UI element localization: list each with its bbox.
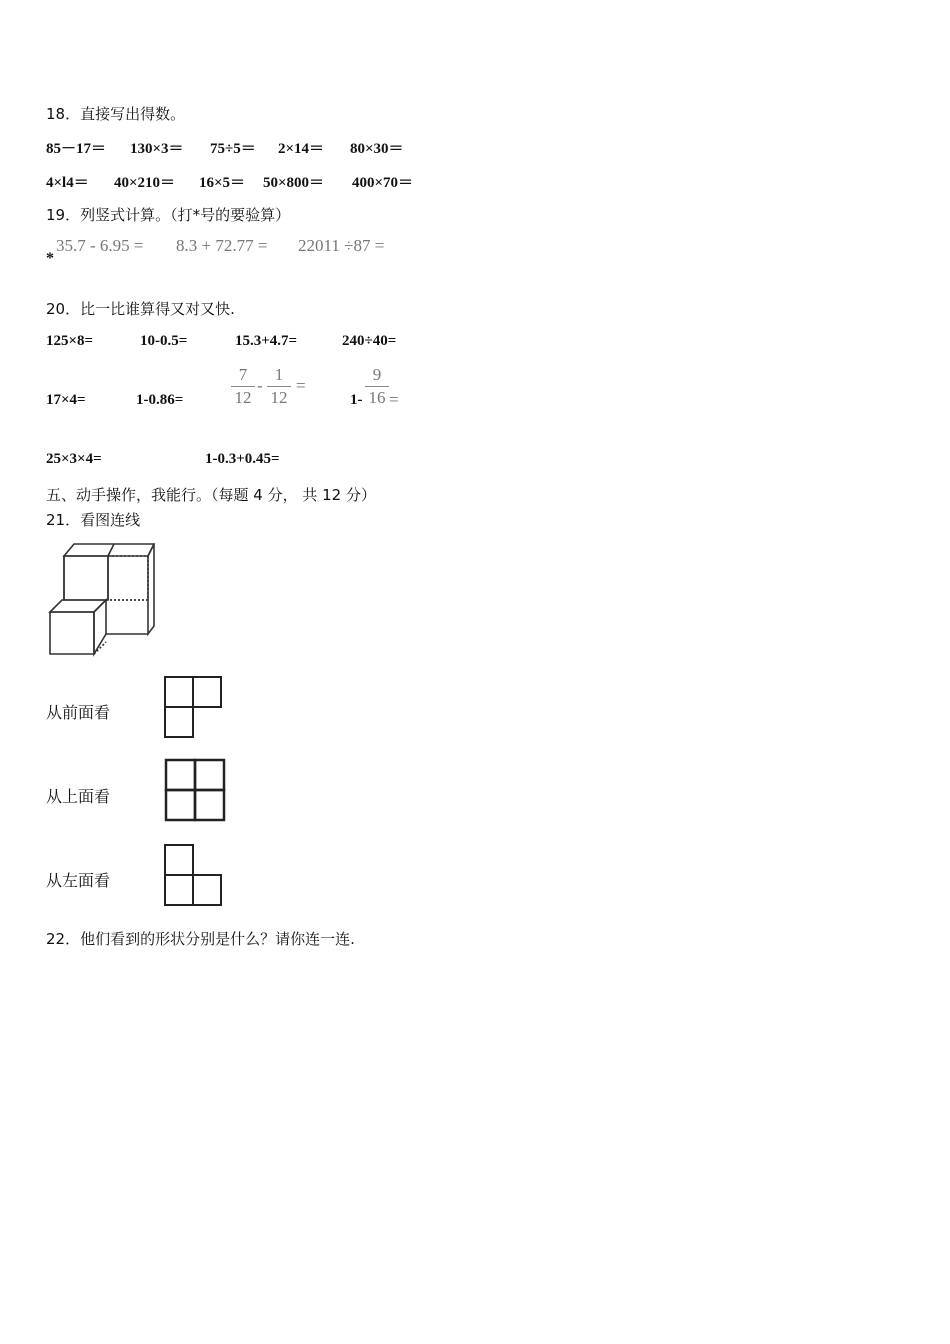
fraction-bar [231, 386, 255, 387]
q18-item: 50×800＝ [263, 175, 325, 191]
fraction-numerator: 9 [372, 365, 382, 384]
q20-item: 10-0.5= [140, 333, 188, 349]
view-label-left: 从左面看 [46, 871, 111, 890]
q18-item: 75÷5＝ [210, 141, 256, 157]
q18-item: 400×70＝ [352, 175, 414, 191]
q21-title: 21．看图连线 [46, 511, 141, 529]
one-minus-prefix: 1- [350, 392, 363, 408]
q20-item: 1-0.86= [136, 392, 184, 408]
q19-title: 19．列竖式计算。（打*号的要验算） [46, 206, 291, 224]
q18-item: 2×14＝ [278, 141, 325, 157]
equals-sign: = [296, 376, 306, 395]
fraction-bar [365, 386, 389, 387]
q19-item: 22011 ÷87 = [298, 236, 385, 255]
equals-sign: = [389, 390, 399, 409]
q18-item: 130×3＝ [130, 141, 184, 157]
view-label-top: 从上面看 [46, 787, 111, 806]
q22-title: 22．他们看到的形状分别是什么？请你连一连. [46, 930, 355, 948]
section5-title: 五、动手操作，我能行。（每题 4 分， 共 12 分） [46, 486, 376, 504]
fraction-numerator: 7 [238, 365, 248, 384]
q18-item: 16×5＝ [199, 175, 246, 191]
fraction-denominator: 12 [270, 388, 288, 407]
fraction-denominator: 16 [368, 388, 386, 407]
q20-item: 17×4= [46, 392, 86, 408]
q19-item: 35.7 - 6.95 = [56, 236, 144, 255]
cube-stack-figure [44, 540, 159, 660]
fraction-9-16 [363, 365, 391, 408]
q18-item: 85－17＝ [46, 141, 107, 157]
q18-item: 40×210＝ [114, 175, 176, 191]
fraction-7-12 [229, 365, 257, 408]
q20-item: 125×8= [46, 333, 94, 349]
q20-item: 240÷40= [342, 333, 397, 349]
view-shape-left [163, 843, 225, 909]
fraction-denominator: 12 [234, 388, 252, 407]
minus-sign: - [257, 376, 263, 395]
view-shape-top [163, 757, 229, 825]
q20-title: 20．比一比谁算得又对又快. [46, 300, 235, 318]
q20-item: 15.3+4.7= [235, 333, 298, 349]
q20-item: 25×3×4= [46, 451, 102, 467]
fraction-bar [267, 386, 291, 387]
fraction-numerator: 1 [274, 365, 284, 384]
q18-item: 80×30＝ [350, 141, 404, 157]
fraction-1-12 [265, 365, 293, 408]
view-shape-front [163, 675, 225, 741]
q19-item: 8.3 + 72.77 = [176, 236, 268, 255]
q18-item: 4×l4＝ [46, 175, 89, 191]
q18-title: 18．直接写出得数。 [46, 105, 186, 123]
q20-item: 1-0.3+0.45= [205, 451, 280, 467]
view-label-front: 从前面看 [46, 703, 111, 722]
q19-star: * [46, 250, 54, 267]
